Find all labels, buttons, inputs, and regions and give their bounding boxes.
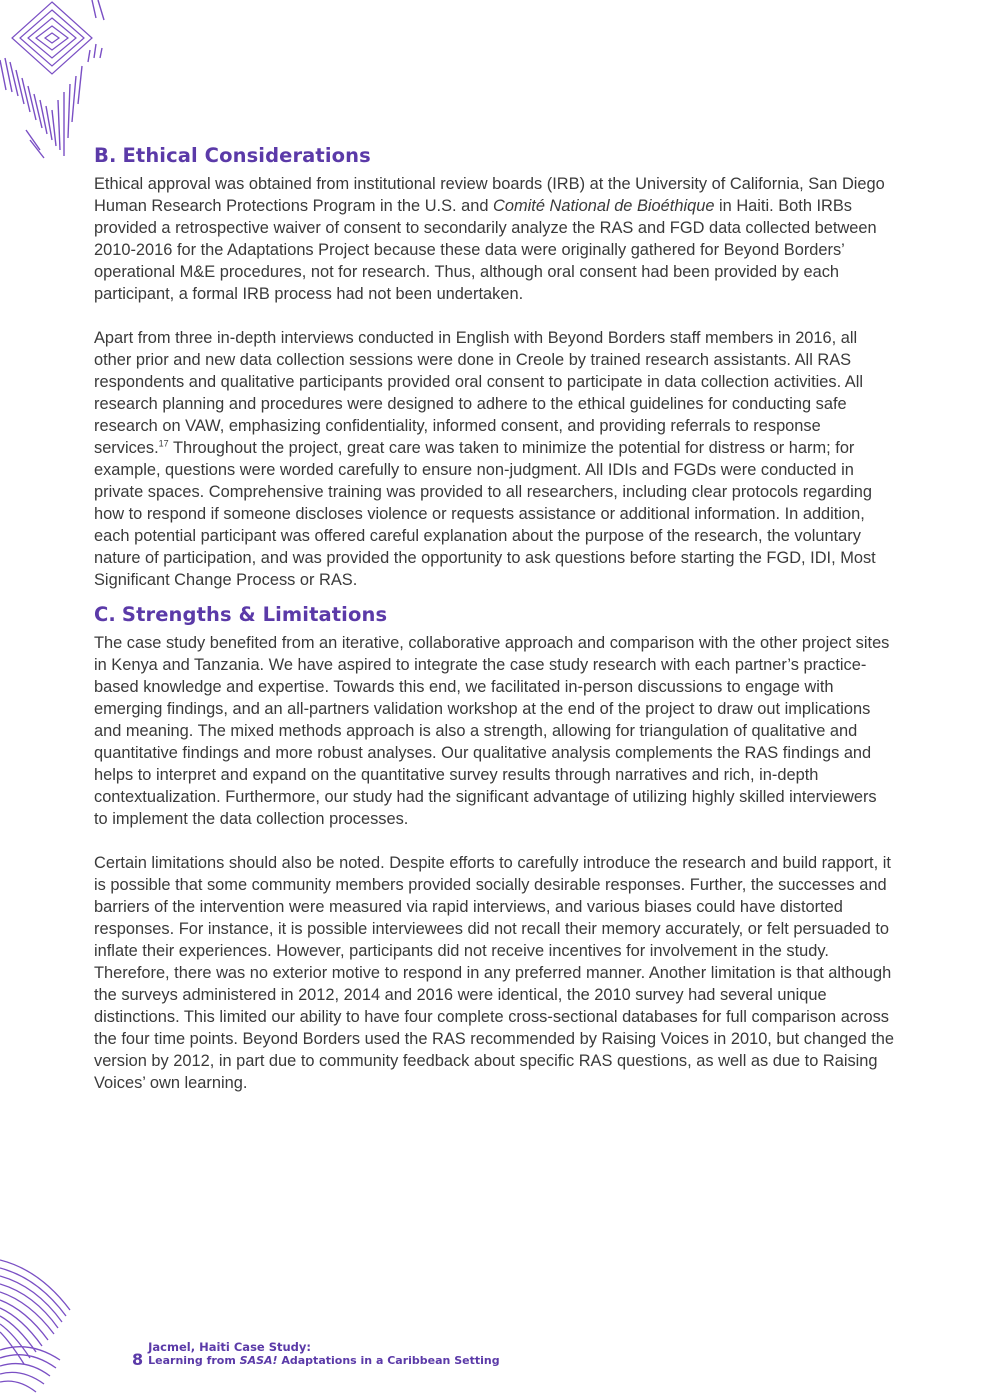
paragraph-text: Throughout the project, great care was taken to minimize the potential for distress or harm; for example, questions were worded carefully to ensure non-judgment. All IDIs and FGDs were conducted in private spaces. Comprehensive training was provided to all researchers, including clear protocols regarding how to respond if someone discloses violence or requests assistance or additional information. In addition, each potential participant was offered careful explanation about the purpose of the research, the voluntary nature of participation, and was provided the opportunity to ask questions before starting the FGD, IDI, Most Significant Change Process or RAS. <box>94 439 876 589</box>
paragraph <box>94 173 894 305</box>
footer-text: Adaptations in a Caribbean Setting <box>277 1354 500 1367</box>
paragraph <box>94 327 894 591</box>
paragraph: Certain limitations should also be noted. Despite efforts to carefully introduce the research and build rapport, it is possible that some community members provided socially desirable responses. Further, the successes and barriers of the intervention were measured via rapid interviews, and various biases could have distorted responses. For instance, it is possible interviewees did not recall their memory accurately, or felt persuaded to inflate their experiences. However, participants did not receive incentives for involvement in the study. Therefore, there was no exterior motive to respond in any preferred manner. Another limitation is that although the surveys administered in 2012, 2014 and 2016 were identical, the 2010 survey had several unique distinctions. This limited our ability to have four complete cross-sectional databases for full comparison across the four time points. Beyond Borders used the RAS recommended by Raising Voices in 2010, but changed the version by 2012, in part due to community feedback about specific RAS questions, as well as due to Raising Voices’ own learning. <box>94 854 894 1092</box>
paragraph-emphasis: Comité National de Bioéthique <box>493 197 715 215</box>
footer-title-line2 <box>148 1354 499 1367</box>
section-ethical-considerations <box>94 144 894 591</box>
page-footer <box>132 1340 500 1369</box>
section-heading <box>94 144 894 167</box>
section-heading <box>94 603 894 626</box>
paragraph-text: Apart from three in-depth interviews conducted in English with Beyond Borders staff members in 2016, all other prior and new data collection sessions were done in Creole by trained research assistants. All RAS respondents and qualitative participants provided oral consent to participate in data collection activities. All research planning and procedures were designed to adhere to the ethical guidelines for conducting safe research on VAW, emphasizing confidentiality, informed consent, and providing referrals to response services. <box>94 329 863 457</box>
main-content <box>94 144 894 1106</box>
footer-emphasis: SASA! <box>239 1354 278 1367</box>
tribal-pattern-top-ornament-icon <box>0 0 120 165</box>
section-letter: B. <box>94 144 117 167</box>
tribal-pattern-bottom-ornament-icon <box>0 1250 100 1400</box>
section-title: Strengths & Limitations <box>121 603 388 626</box>
section-title: Ethical Considerations <box>122 144 371 167</box>
footer-title <box>148 1340 499 1367</box>
paragraph-text: in Haiti. Both IRBs provided a retrospective waiver of consent to secondarily analyze the RAS and FGD data collected between 2010-2016 for the Adaptations Project because these data were originally gathered for Beyond Borders’ operational M&E procedures, not for research. Thus, although oral consent had been provided by each participant, a formal IRB process had not been undertaken. <box>94 197 877 303</box>
page-number: 8 <box>132 1350 144 1369</box>
footnote-reference: 17 <box>158 438 169 449</box>
section-letter: C. <box>94 603 116 626</box>
footer-text: Learning from <box>148 1354 240 1367</box>
paragraph-text: Ethical approval was obtained from institutional review boards (IRB) at the University of California, San Diego Human Research Protections Program in the U.S. and <box>94 175 885 215</box>
section-strengths-limitations <box>94 603 894 1094</box>
footer-title-line1: Jacmel, Haiti Case Study: <box>148 1340 312 1354</box>
paragraph: The case study benefited from an iterative, collaborative approach and comparison with the other project sites in Kenya and Tanzania. We have aspired to integrate the case study research with each partner’s practice-based knowledge and expertise. Towards this end, we facilitated in-person discussions to engage with emerging findings, and an all-partners validation workshop at the end of the project to draw out implications and meaning. The mixed methods approach is also a strength, allowing for triangulation of qualitative and quantitative findings and more robust analyses. Our qualitative analysis complements the RAS findings and helps to interpret and expand on the quantitative survey results through narratives and rich, in-depth contextualization. Furthermore, our study had the significant advantage of utilizing highly skilled interviewers to implement the data collection processes. <box>94 634 890 828</box>
